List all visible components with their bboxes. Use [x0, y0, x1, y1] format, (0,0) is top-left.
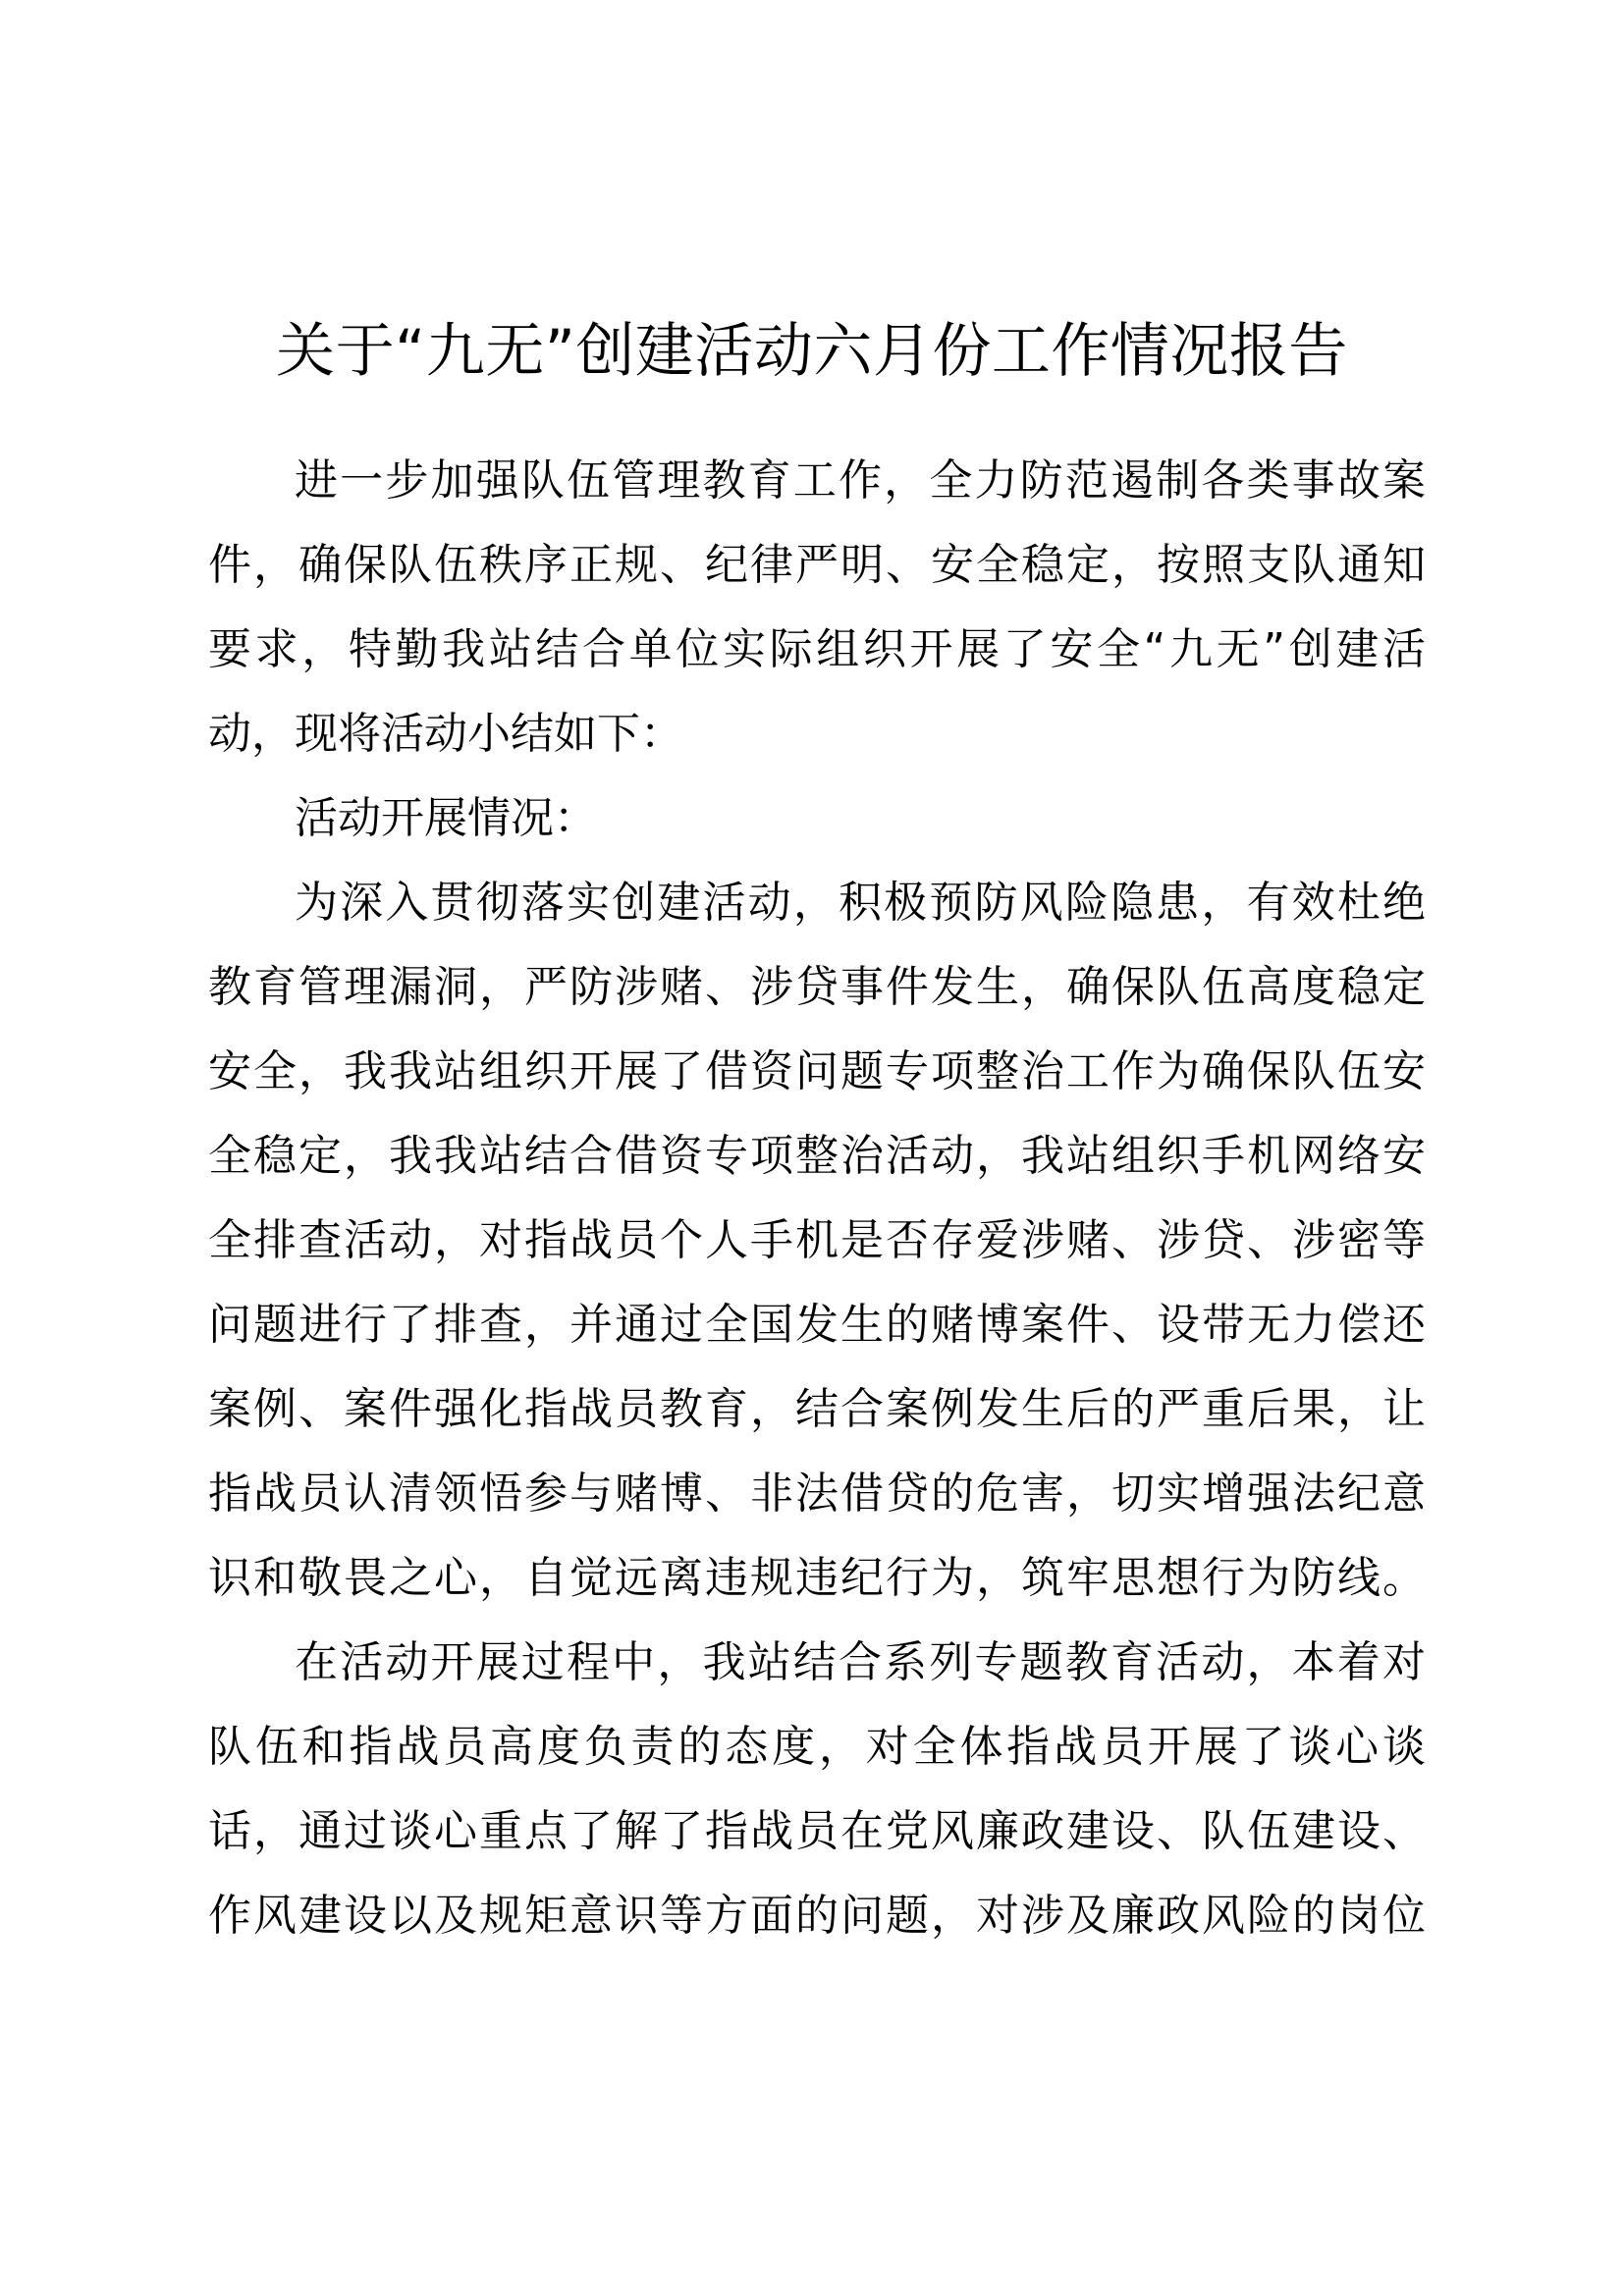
- document-title: 关于“九无”创建活动六月份工作情况报告: [276, 317, 1348, 386]
- paragraph-line: 为深入贯彻落实创建活动，积极预防风险隐患，有效杜绝: [295, 878, 1426, 928]
- paragraph-line: 安全，我我站组织开展了借资问题专项整治工作为确保队伍安: [208, 1046, 1426, 1096]
- paragraph-line: 作风建设以及规矩意识等方面的问题，对涉及廉政风险的岗位: [208, 1891, 1426, 1941]
- paragraph-line: 全排查活动，对指战员个人手机是否存爱涉赌、涉贷、涉密等: [208, 1215, 1426, 1265]
- paragraph-line: 要求，特勤我站结合单位实际组织开展了安全“九无”创建活: [208, 624, 1426, 674]
- paragraph-line: 问题进行了排查，并通过全国发生的赌博案件、设带无力偿还: [208, 1300, 1426, 1350]
- paragraph-line: 队伍和指战员高度负责的态度，对全体指战员开展了谈心谈: [208, 1722, 1426, 1772]
- paragraph-line: 指战员认清领悟参与赌博、非法借贷的危害，切实增强法纪意: [208, 1468, 1426, 1519]
- paragraph-line: 案例、案件强化指战员教育，结合案例发生后的严重后果，让: [208, 1384, 1426, 1434]
- paragraph-line: 在活动开展过程中，我站结合系列专题教育活动，本着对: [295, 1637, 1426, 1687]
- paragraph-line: 进一步加强队伍管理教育工作，全力防范遏制各类事故案: [295, 455, 1426, 506]
- paragraph-line: 件，确保队伍秩序正规、纪律严明、安全稳定，按照支队通知: [208, 540, 1426, 590]
- paragraph-line: 全稳定，我我站结合借资专项整治活动，我站组织手机网络安: [208, 1131, 1426, 1181]
- paragraph-line: 动，现将活动小结如下：: [208, 709, 683, 759]
- section-heading: 活动开展情况：: [295, 793, 597, 843]
- paragraph-line: 话，通过谈心重点了解了指战员在党风廉政建设、队伍建设、: [208, 1806, 1426, 1856]
- paragraph-line: 识和敬畏之心，自觉远离违规违纪行为，筑牢思想行为防线。: [208, 1553, 1426, 1603]
- paragraph-line: 教育管理漏洞，严防涉赌、涉贷事件发生，确保队伍高度稳定: [208, 962, 1426, 1012]
